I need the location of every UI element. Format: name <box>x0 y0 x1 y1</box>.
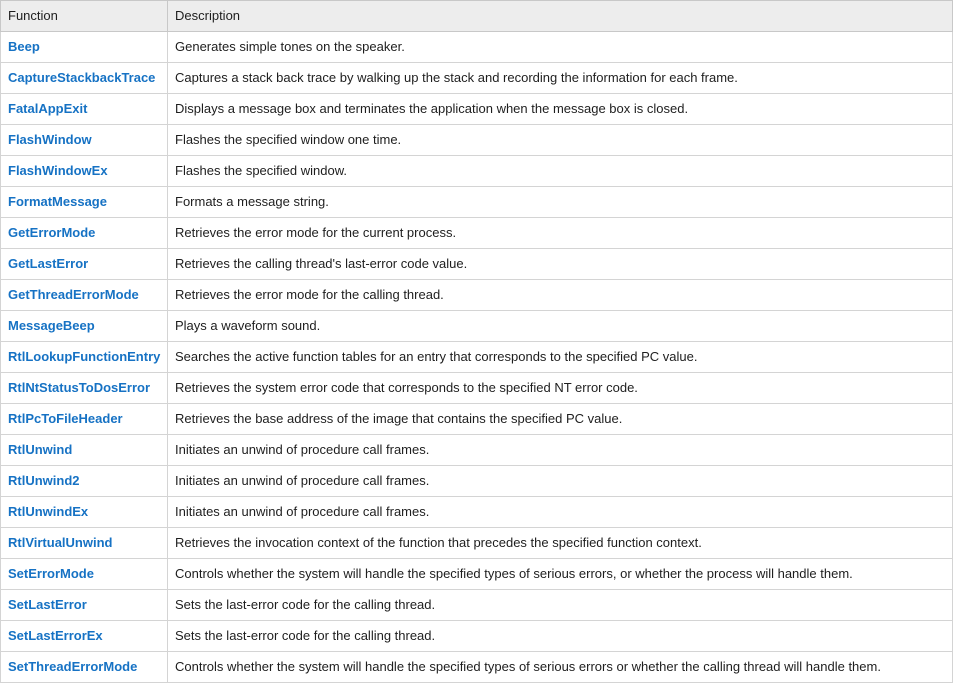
table-row <box>1 652 953 683</box>
function-cell <box>1 63 168 94</box>
table-row <box>1 559 953 590</box>
function-cell <box>1 280 168 311</box>
table-row <box>1 63 953 94</box>
function-cell <box>1 559 168 590</box>
function-link[interactable]: Beep <box>8 39 40 54</box>
function-link[interactable]: FormatMessage <box>8 194 107 209</box>
function-link[interactable]: FlashWindowEx <box>8 163 108 178</box>
table-body <box>1 32 953 683</box>
description-cell: Initiates an unwind of procedure call frames. <box>168 497 953 528</box>
table-header-row <box>1 1 953 32</box>
function-link[interactable]: GetLastError <box>8 256 89 271</box>
table-row <box>1 187 953 218</box>
table-row <box>1 590 953 621</box>
description-cell: Retrieves the error mode for the current process. <box>168 218 953 249</box>
description-cell: Sets the last-error code for the calling thread. <box>168 590 953 621</box>
function-link[interactable]: SetThreadErrorMode <box>8 659 138 674</box>
table-header <box>1 1 953 32</box>
function-cell <box>1 311 168 342</box>
description-cell: Retrieves the error mode for the calling thread. <box>168 280 953 311</box>
function-cell <box>1 497 168 528</box>
description-cell: Retrieves the calling thread's last-error code value. <box>168 249 953 280</box>
table-row <box>1 218 953 249</box>
function-cell <box>1 249 168 280</box>
description-cell: Initiates an unwind of procedure call frames. <box>168 466 953 497</box>
description-cell: Captures a stack back trace by walking up the stack and recording the information for each frame. <box>168 63 953 94</box>
function-cell <box>1 435 168 466</box>
description-cell: Searches the active function tables for an entry that corresponds to the specified PC value. <box>168 342 953 373</box>
function-link[interactable]: MessageBeep <box>8 318 95 333</box>
function-cell <box>1 652 168 683</box>
column-header-function: Function <box>1 1 168 32</box>
description-cell: Retrieves the base address of the image that contains the specified PC value. <box>168 404 953 435</box>
table-row <box>1 32 953 63</box>
function-link[interactable]: SetLastError <box>8 597 87 612</box>
table-row <box>1 404 953 435</box>
description-cell: Flashes the specified window one time. <box>168 125 953 156</box>
function-link[interactable]: GetErrorMode <box>8 225 96 240</box>
table-row <box>1 280 953 311</box>
function-link[interactable]: RtlVirtualUnwind <box>8 535 113 550</box>
table-row <box>1 342 953 373</box>
table-row <box>1 373 953 404</box>
function-cell <box>1 373 168 404</box>
table-row <box>1 156 953 187</box>
description-cell: Displays a message box and terminates the application when the message box is closed. <box>168 94 953 125</box>
function-cell <box>1 32 168 63</box>
table-row <box>1 466 953 497</box>
table-row <box>1 311 953 342</box>
function-cell <box>1 218 168 249</box>
description-cell: Controls whether the system will handle the specified types of serious errors or whether the calling thread will handle them. <box>168 652 953 683</box>
description-cell: Plays a waveform sound. <box>168 311 953 342</box>
description-cell: Flashes the specified window. <box>168 156 953 187</box>
table-row <box>1 125 953 156</box>
description-cell: Retrieves the invocation context of the function that precedes the specified function context. <box>168 528 953 559</box>
description-cell: Initiates an unwind of procedure call frames. <box>168 435 953 466</box>
description-cell: Formats a message string. <box>168 187 953 218</box>
description-cell: Retrieves the system error code that corresponds to the specified NT error code. <box>168 373 953 404</box>
function-cell <box>1 342 168 373</box>
function-cell <box>1 94 168 125</box>
function-link[interactable]: RtlPcToFileHeader <box>8 411 123 426</box>
function-link[interactable]: RtlLookupFunctionEntry <box>8 349 161 364</box>
function-link[interactable]: RtlUnwindEx <box>8 504 89 519</box>
table-row <box>1 497 953 528</box>
table-row <box>1 528 953 559</box>
function-link[interactable]: GetThreadErrorMode <box>8 287 139 302</box>
function-link[interactable]: CaptureStackbackTrace <box>8 70 156 85</box>
function-cell <box>1 528 168 559</box>
function-link[interactable]: SetLastErrorEx <box>8 628 103 643</box>
table-row <box>1 94 953 125</box>
function-link[interactable]: RtlNtStatusToDosError <box>8 380 151 395</box>
description-cell: Generates simple tones on the speaker. <box>168 32 953 63</box>
function-cell <box>1 404 168 435</box>
table-row <box>1 435 953 466</box>
function-link[interactable]: RtlUnwind2 <box>8 473 80 488</box>
table-row <box>1 621 953 652</box>
function-link[interactable]: SetErrorMode <box>8 566 94 581</box>
function-cell <box>1 187 168 218</box>
function-cell <box>1 590 168 621</box>
function-link[interactable]: FlashWindow <box>8 132 92 147</box>
description-cell: Sets the last-error code for the calling thread. <box>168 621 953 652</box>
function-cell <box>1 125 168 156</box>
table-row <box>1 249 953 280</box>
function-cell <box>1 466 168 497</box>
function-cell <box>1 621 168 652</box>
function-link[interactable]: FatalAppExit <box>8 101 88 116</box>
function-cell <box>1 156 168 187</box>
function-link[interactable]: RtlUnwind <box>8 442 73 457</box>
column-header-description: Description <box>168 1 953 32</box>
description-cell: Controls whether the system will handle the specified types of serious errors, or whether the process will handle them. <box>168 559 953 590</box>
